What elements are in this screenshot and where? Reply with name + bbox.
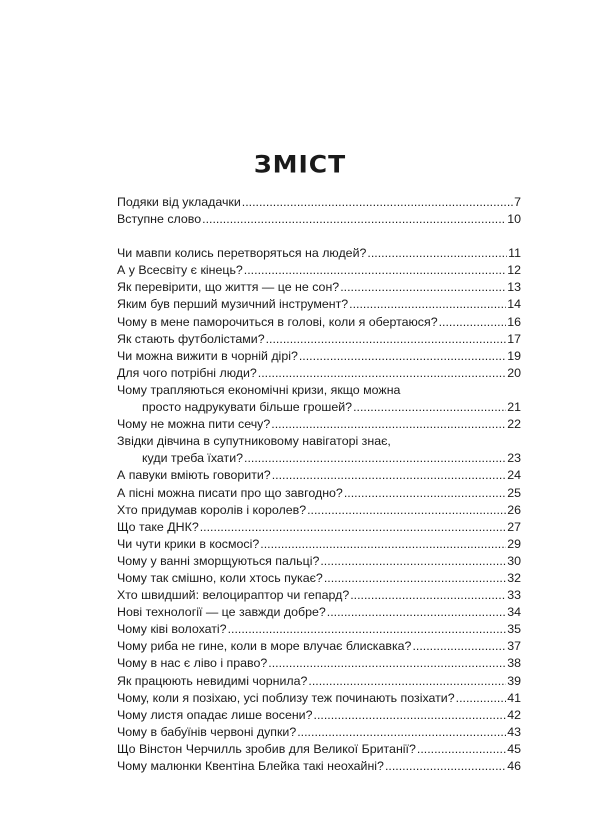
- leader-dots: [308, 673, 506, 690]
- toc-entry-page: 17: [507, 331, 521, 346]
- toc-entry-title: Чому так смішно, коли хтось пукає?: [117, 570, 323, 585]
- toc-entry-title: Чому у ванні зморщуються пальці?: [117, 553, 320, 568]
- toc-entry: [117, 758, 521, 775]
- toc-entry-title: Чи можна вижити в чорній дірі?: [117, 348, 298, 363]
- leader-dots: [307, 502, 506, 519]
- toc-entry-page: 30: [507, 553, 521, 568]
- toc-entry: [117, 194, 521, 211]
- toc-entry-page: 12: [507, 263, 521, 278]
- toc-entry-title: Нові технології — це завжди добре?: [117, 605, 326, 620]
- leader-dots: [258, 365, 506, 382]
- toc-entry: [117, 365, 521, 382]
- leader-dots: [268, 655, 506, 672]
- toc-entry-title: Чи мавпи колись перетворяться на людей?: [117, 246, 367, 261]
- toc-entry-title: Подяки від укладачки: [117, 195, 241, 209]
- toc-entry-page: 25: [507, 485, 521, 500]
- toc-entry: [117, 690, 521, 707]
- toc-entry-page: 42: [507, 707, 521, 722]
- toc-entry-page: 21: [507, 400, 521, 415]
- toc-entry-title: Для чого потрібні люди?: [117, 365, 257, 380]
- toc-entry-title: А пісні можна писати про що завгодно?: [117, 485, 343, 500]
- toc-entry-page: 27: [507, 519, 521, 534]
- leader-dots: [320, 553, 506, 570]
- toc-entry-title: Чому ківі волохаті?: [117, 622, 227, 637]
- leader-dots: [297, 724, 506, 741]
- toc-entry: [117, 348, 521, 365]
- toc-entry-page: 26: [507, 502, 521, 517]
- toc-entry-page: 7: [514, 195, 521, 209]
- leader-dots: [350, 587, 506, 604]
- toc-entry-page: 24: [507, 468, 521, 483]
- toc-entry-page: 10: [507, 212, 521, 227]
- toc-entry-page: 13: [507, 280, 521, 295]
- leader-dots: [385, 758, 506, 775]
- toc-entry-title: Чому в мене паморочиться в голові, коли я обертаюся?: [117, 314, 438, 329]
- leader-dots: [417, 741, 506, 758]
- toc-entry: [117, 485, 521, 502]
- toc-entry: [117, 553, 521, 570]
- toc-entry-page: 22: [507, 417, 521, 432]
- toc-entry-title: А павуки вміють говорити?: [117, 468, 271, 483]
- toc-entry: [117, 519, 521, 536]
- toc-entry-title: Як стають футболістами?: [117, 331, 265, 346]
- leader-dots: [200, 519, 506, 536]
- toc-entry-page: 14: [507, 297, 521, 312]
- toc-entry: [117, 724, 521, 741]
- toc-entry-title: Яким був перший музичний інструмент?: [117, 297, 349, 312]
- toc-entry-title: Чому в бабуїнів червоні дупки?: [117, 724, 297, 739]
- toc-entry-title: А у Всесвіту є кінець?: [117, 263, 243, 278]
- toc-entry-page: 16: [507, 314, 521, 329]
- toc-entry-title-line1: Чому трапляються економічні кризи, якщо можна: [117, 382, 401, 397]
- page-title: ЗМІСТ: [253, 150, 347, 179]
- toc-entry: [117, 382, 521, 416]
- toc-entry-page: 39: [507, 673, 521, 688]
- toc-entry: [117, 707, 521, 724]
- toc-entry-title: Чому листя опадає лише восени?: [117, 707, 313, 722]
- leader-dots: [456, 690, 507, 707]
- toc-entry-page: 32: [507, 570, 521, 585]
- toc-entry-title: куди треба їхати?: [142, 451, 244, 466]
- toc-entry-title: Чому не можна пити сечу?: [117, 417, 271, 432]
- toc-entry-page: 38: [507, 656, 521, 671]
- leader-dots: [412, 638, 506, 655]
- toc-entry-page: 41: [507, 690, 521, 705]
- toc-entry-page: 23: [507, 451, 521, 466]
- leader-dots: [327, 604, 506, 621]
- toc-entry: [117, 279, 521, 296]
- toc-entry: [117, 570, 521, 587]
- toc-entry: [117, 314, 521, 331]
- toc-entry: [117, 536, 521, 553]
- leader-dots: [244, 450, 506, 467]
- leader-dots: [353, 399, 506, 416]
- section-gap: [117, 228, 521, 245]
- toc-entry-page: 37: [507, 639, 521, 654]
- leader-dots: [266, 331, 507, 348]
- toc-entry-page: 45: [507, 741, 521, 756]
- toc-entry-title: Що Вінстон Черчилль зробив для Великої Британії?: [117, 741, 416, 756]
- toc-entry-page: 33: [507, 588, 521, 603]
- intro-section: [117, 194, 521, 228]
- toc-entry-page: 20: [507, 365, 521, 380]
- toc-entry-title: Чи чути крики в космосі?: [117, 536, 260, 551]
- toc-entry-title: Хто придумав королів і королев?: [117, 502, 307, 517]
- entries-section: [117, 245, 521, 775]
- leader-dots: [340, 279, 506, 296]
- toc-entry-page: 43: [507, 724, 521, 739]
- toc-entry: [117, 262, 521, 279]
- toc-entry-page: 11: [508, 246, 521, 261]
- leader-dots: [439, 314, 507, 331]
- leader-dots: [260, 536, 506, 553]
- toc-entry-title: Вступне слово: [117, 212, 202, 227]
- toc-entry-title: Чому, коли я позіхаю, усі поблизу теж починають позіхати?: [117, 690, 455, 705]
- leader-dots: [324, 570, 506, 587]
- toc-entry: [117, 502, 521, 519]
- toc-entry-title: Як перевірити, що життя — це не сон?: [117, 280, 340, 295]
- toc-entry: [117, 433, 521, 467]
- toc-entry: [117, 621, 521, 638]
- leader-dots: [349, 296, 506, 313]
- toc-entry-title-line1: Звідки дівчина в супутниковому навігаторі знає,: [117, 434, 391, 449]
- leader-dots: [272, 467, 507, 484]
- toc-entry: [117, 331, 521, 348]
- toc-entry-title: Як працюють невидимі чорнила?: [117, 673, 308, 688]
- toc-entry: [117, 416, 521, 433]
- toc-entry: [117, 296, 521, 313]
- leader-dots: [242, 194, 513, 211]
- leader-dots: [271, 416, 506, 433]
- toc-entry: [117, 673, 521, 690]
- toc-entry: [117, 467, 521, 484]
- toc-entry-title: Чому малюнки Квентіна Блейка такі неохайні?: [117, 759, 384, 773]
- leader-dots: [299, 348, 506, 365]
- toc-entry: [117, 245, 521, 262]
- toc-entry-title: просто надрукувати більше грошей?: [142, 400, 353, 415]
- leader-dots: [244, 262, 506, 279]
- toc-entry-page: 34: [507, 605, 521, 620]
- toc-entry-title: Що таке ДНК?: [117, 519, 199, 534]
- leader-dots: [202, 211, 506, 228]
- toc-entry-page: 29: [507, 536, 521, 551]
- leader-dots: [228, 621, 507, 638]
- leader-dots: [314, 707, 507, 724]
- toc-entry-title: Чому в нас є ліво і право?: [117, 656, 268, 671]
- leader-dots: [367, 245, 507, 262]
- toc-entry: [117, 638, 521, 655]
- toc-entry-title: Хто швидший: велоцираптор чи гепард?: [117, 588, 350, 603]
- toc-entry: [117, 741, 521, 758]
- toc-entry-page: 46: [507, 759, 521, 773]
- toc-entry: [117, 604, 521, 621]
- toc-entry: [117, 211, 521, 228]
- toc-entry-page: 19: [507, 348, 521, 363]
- toc-entry: [117, 655, 521, 672]
- toc-entry: [117, 587, 521, 604]
- table-of-contents: [117, 194, 521, 775]
- toc-entry-title: Чому риба не гине, коли в море влучає блискавка?: [117, 639, 412, 654]
- toc-entry-page: 35: [507, 622, 521, 637]
- leader-dots: [344, 485, 506, 502]
